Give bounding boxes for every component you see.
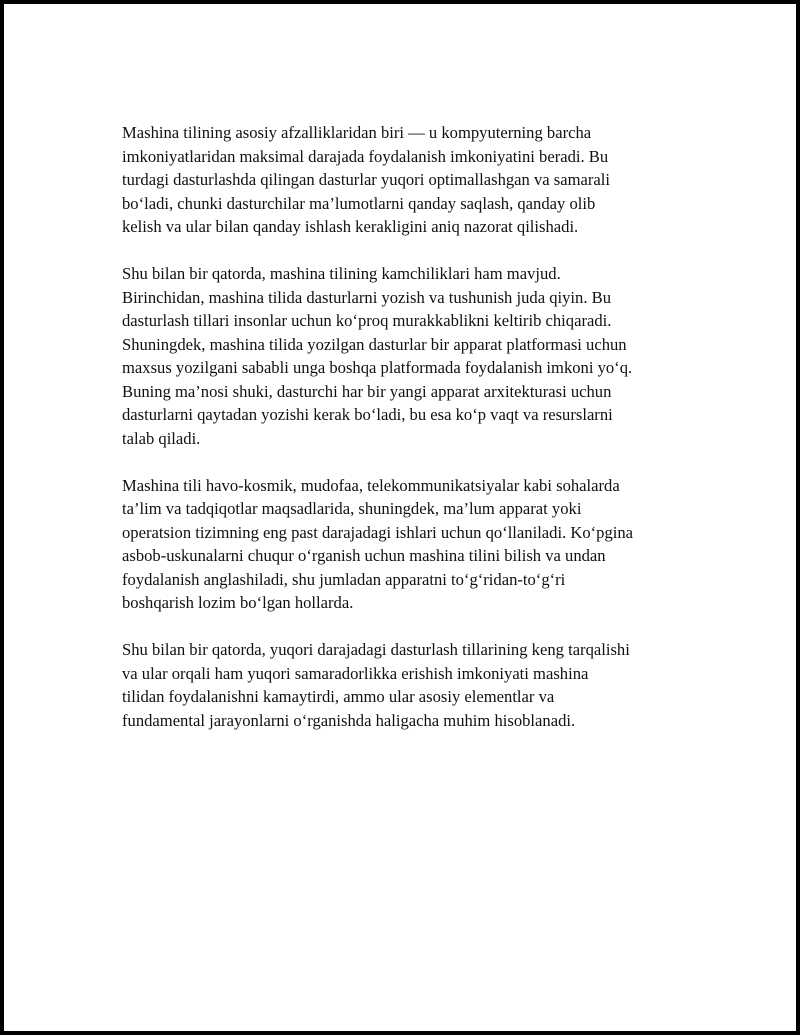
text-line: operatsion tizimning eng past darajadagi ishlari uchun qo‘llaniladi. Ko‘pgina <box>122 522 634 542</box>
text-line: Mashina tili havo-kosmik, mudofaa, telekommunikatsiyalar kabi sohalarda <box>122 475 620 495</box>
text-line: Buning ma’nosi shuki, dasturchi har bir yangi apparat arxitekturasi uchun <box>122 381 612 401</box>
text-line: imkoniyatlaridan maksimal darajada foydalanish imkoniyatini beradi. Bu <box>122 146 609 166</box>
text-line: maxsus yozilgani sababli unga boshqa platformada foydalanish imkoni yo‘q. <box>122 358 633 377</box>
text-line: Shu bilan bir qatorda, mashina tilining kamchiliklari ham mavjud. <box>122 264 561 283</box>
text-line: kelish va ular bilan qanday ishlash kerakligini aniq nazorat qilishadi. <box>122 217 579 236</box>
text-line: dasturlash tillari insonlar uchun ko‘proq murakkablikni keltirib chiqaradi. <box>122 311 612 330</box>
text-line: Shuningdek, mashina tilida yozilgan dasturlar bir apparat platformasi uchun <box>122 334 627 354</box>
paragraph-2 <box>122 262 702 450</box>
document-body <box>122 121 702 756</box>
text-line: talab qiladi. <box>122 428 201 448</box>
text-line: boshqarish lozim bo‘lgan hollarda. <box>122 593 354 612</box>
paragraph-3 <box>122 474 702 615</box>
paragraph-1 <box>122 121 702 239</box>
text-line: fundamental jarayonlarni o‘rganishda haligacha muhim hisoblanadi. <box>122 710 576 730</box>
text-line: Shu bilan bir qatorda, yuqori darajadagi dasturlash tillarining keng tarqalishi <box>122 640 630 659</box>
paragraph-4 <box>122 638 702 732</box>
text-line: Birinchidan, mashina tilida dasturlarni yozish va tushunish juda qiyin. Bu <box>122 287 611 307</box>
text-line: Mashina tilining asosiy afzalliklaridan biri — u kompyuterning barcha <box>122 123 592 142</box>
text-line: ta’lim va tadqiqotlar maqsadlarida, shuningdek, ma’lum apparat yoki <box>122 499 582 518</box>
text-line: turdagi dasturlashda qilingan dasturlar yuqori optimallashgan va samarali <box>122 170 611 189</box>
text-line: bo‘ladi, chunki dasturchilar ma’lumotlarni qanday saqlash, qanday olib <box>122 193 596 213</box>
text-line: asbob-uskunalarni chuqur o‘rganish uchun mashina tilini bilish va undan <box>122 546 606 565</box>
text-line: foydalanish anglashiladi, shu jumladan apparatni to‘g‘ridan-to‘g‘ri <box>122 569 566 589</box>
text-line: dasturlarni qaytadan yozishi kerak bo‘ladi, bu esa ko‘p vaqt va resurslarni <box>122 405 613 424</box>
text-line: va ular orqali ham yuqori samaradorlikka erishish imkoniyati mashina <box>122 663 589 683</box>
text-line: tilidan foydalanishni kamaytirdi, ammo ular asosiy elementlar va <box>122 687 555 706</box>
